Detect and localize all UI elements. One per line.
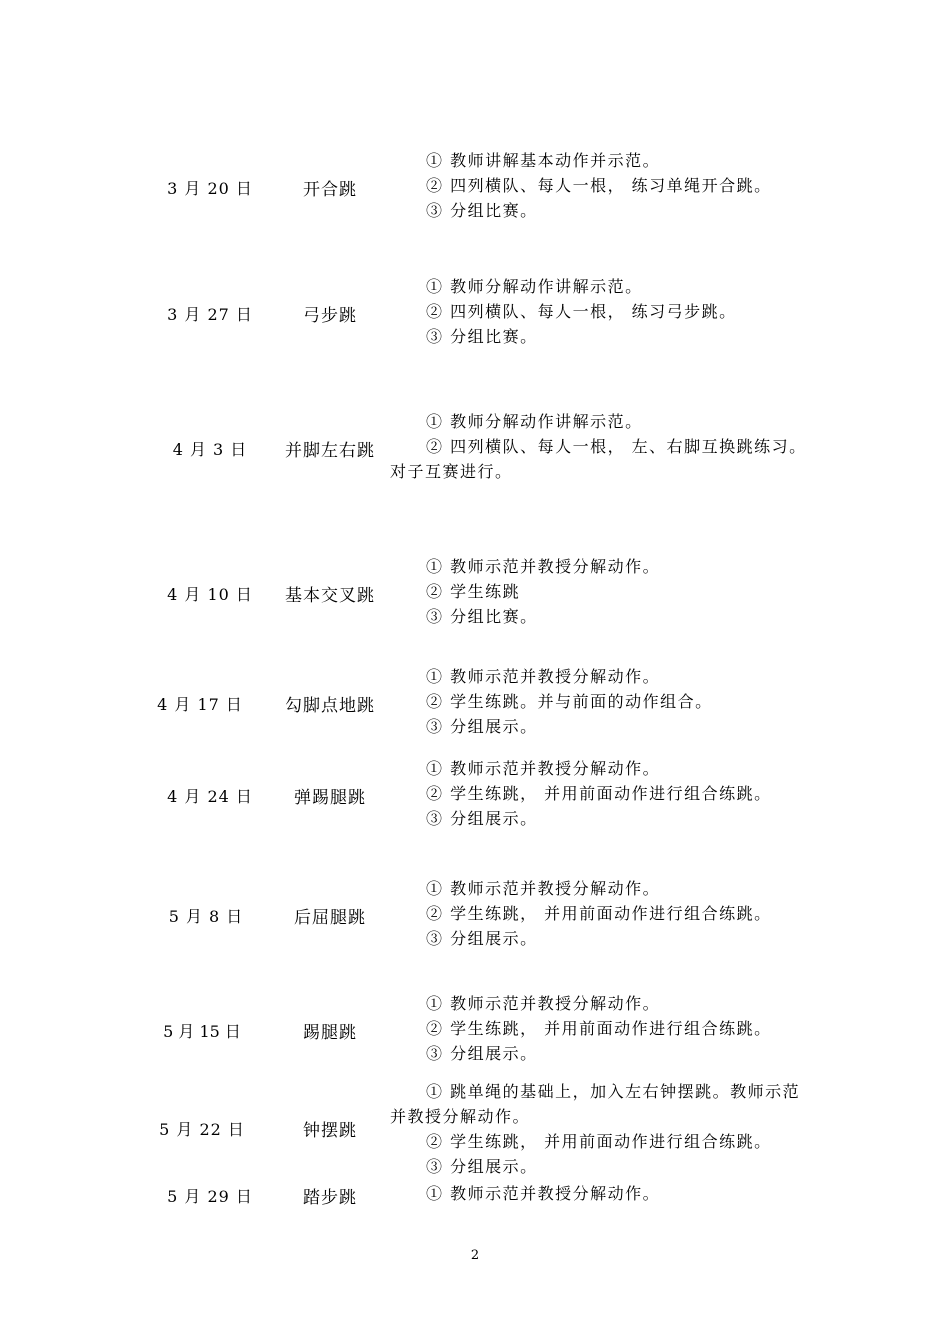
lesson-date: 4 月 10 日 [167,585,253,604]
lesson-step: ① 教师示范并教授分解动作。 [426,1184,661,1203]
lesson-date: 4 月 17 日 [157,695,243,714]
lesson-step: ① 教师分解动作讲解示范。 [426,412,643,431]
lesson-step: ② 学生练跳， 并用前面动作进行组合练跳。 [426,1019,772,1038]
lesson-date: 5 月 22 日 [159,1120,245,1139]
lesson-step: ③ 分组比赛。 [426,201,538,220]
lesson-step: ③ 分组展示。 [426,1044,538,1063]
lesson-topic: 弓步跳 [303,306,357,326]
lesson-step: ② 学生练跳。并与前面的动作组合。 [426,692,713,711]
lesson-topic: 钟摆跳 [303,1121,357,1141]
lesson-step: ① 跳单绳的基础上，加入左右钟摆跳。教师示范并教授分解动作。 [390,1082,801,1126]
lesson-steps [390,1181,810,1206]
lesson-step: ③ 分组展示。 [426,809,538,828]
lesson-step: ③ 分组比赛。 [426,607,538,626]
lesson-step: ③ 分组比赛。 [426,327,538,346]
lesson-topic: 开合跳 [303,180,357,200]
lesson-topic: 并脚左右跳 [285,441,375,461]
lesson-date: 4 月 24 日 [167,787,253,806]
lesson-topic: 勾脚点地跳 [285,696,375,716]
lesson-step: ① 教师示范并教授分解动作。 [426,759,661,778]
lesson-steps [390,876,810,951]
lesson-step: ② 四列横队、每人一根， 练习弓步跳。 [426,302,737,321]
lesson-step: ① 教师示范并教授分解动作。 [426,667,661,686]
lesson-steps [390,1079,810,1179]
lesson-topic: 踢腿跳 [303,1023,357,1043]
lesson-step: ① 教师讲解基本动作并示范。 [426,151,661,170]
lesson-step: ③ 分组展示。 [426,717,538,736]
lesson-step: ① 教师分解动作讲解示范。 [426,277,643,296]
lesson-step: ① 教师示范并教授分解动作。 [426,994,661,1013]
lesson-steps [390,274,810,349]
lesson-step: ③ 分组展示。 [426,929,538,948]
lesson-step: ② 学生练跳， 并用前面动作进行组合练跳。 [426,904,772,923]
lesson-date: 3 月 20 日 [167,179,253,198]
lesson-step: ① 教师示范并教授分解动作。 [426,557,661,576]
lesson-step: ② 四列横队、每人一根， 练习单绳开合跳。 [426,176,772,195]
page-number: 2 [470,1248,480,1263]
lesson-date: 5 月 29 日 [167,1187,253,1206]
lesson-steps [390,148,810,223]
lesson-date: 5 月 15 日 [163,1022,241,1041]
lesson-steps [390,554,810,629]
lesson-steps [390,409,810,484]
lesson-steps [390,991,810,1066]
lesson-step: ② 四列横队、每人一根， 左、右脚互换跳练习。对子互赛进行。 [390,437,807,481]
lesson-topic: 基本交叉跳 [285,586,375,606]
lesson-topic: 踏步跳 [303,1188,357,1208]
lesson-step: ① 教师示范并教授分解动作。 [426,879,661,898]
lesson-date: 4 月 3 日 [172,440,248,459]
lesson-step: ② 学生练跳， 并用前面动作进行组合练跳。 [426,784,772,803]
lesson-steps [390,664,810,739]
lesson-step: ② 学生练跳 [426,582,521,601]
lesson-date: 5 月 8 日 [168,907,244,926]
lesson-step: ③ 分组展示。 [426,1157,538,1176]
lesson-topic: 弹踢腿跳 [294,788,366,808]
lesson-topic: 后屈腿跳 [294,908,366,928]
lesson-date: 3 月 27 日 [167,305,253,324]
lesson-steps [390,756,810,831]
lesson-step: ② 学生练跳， 并用前面动作进行组合练跳。 [426,1132,772,1151]
